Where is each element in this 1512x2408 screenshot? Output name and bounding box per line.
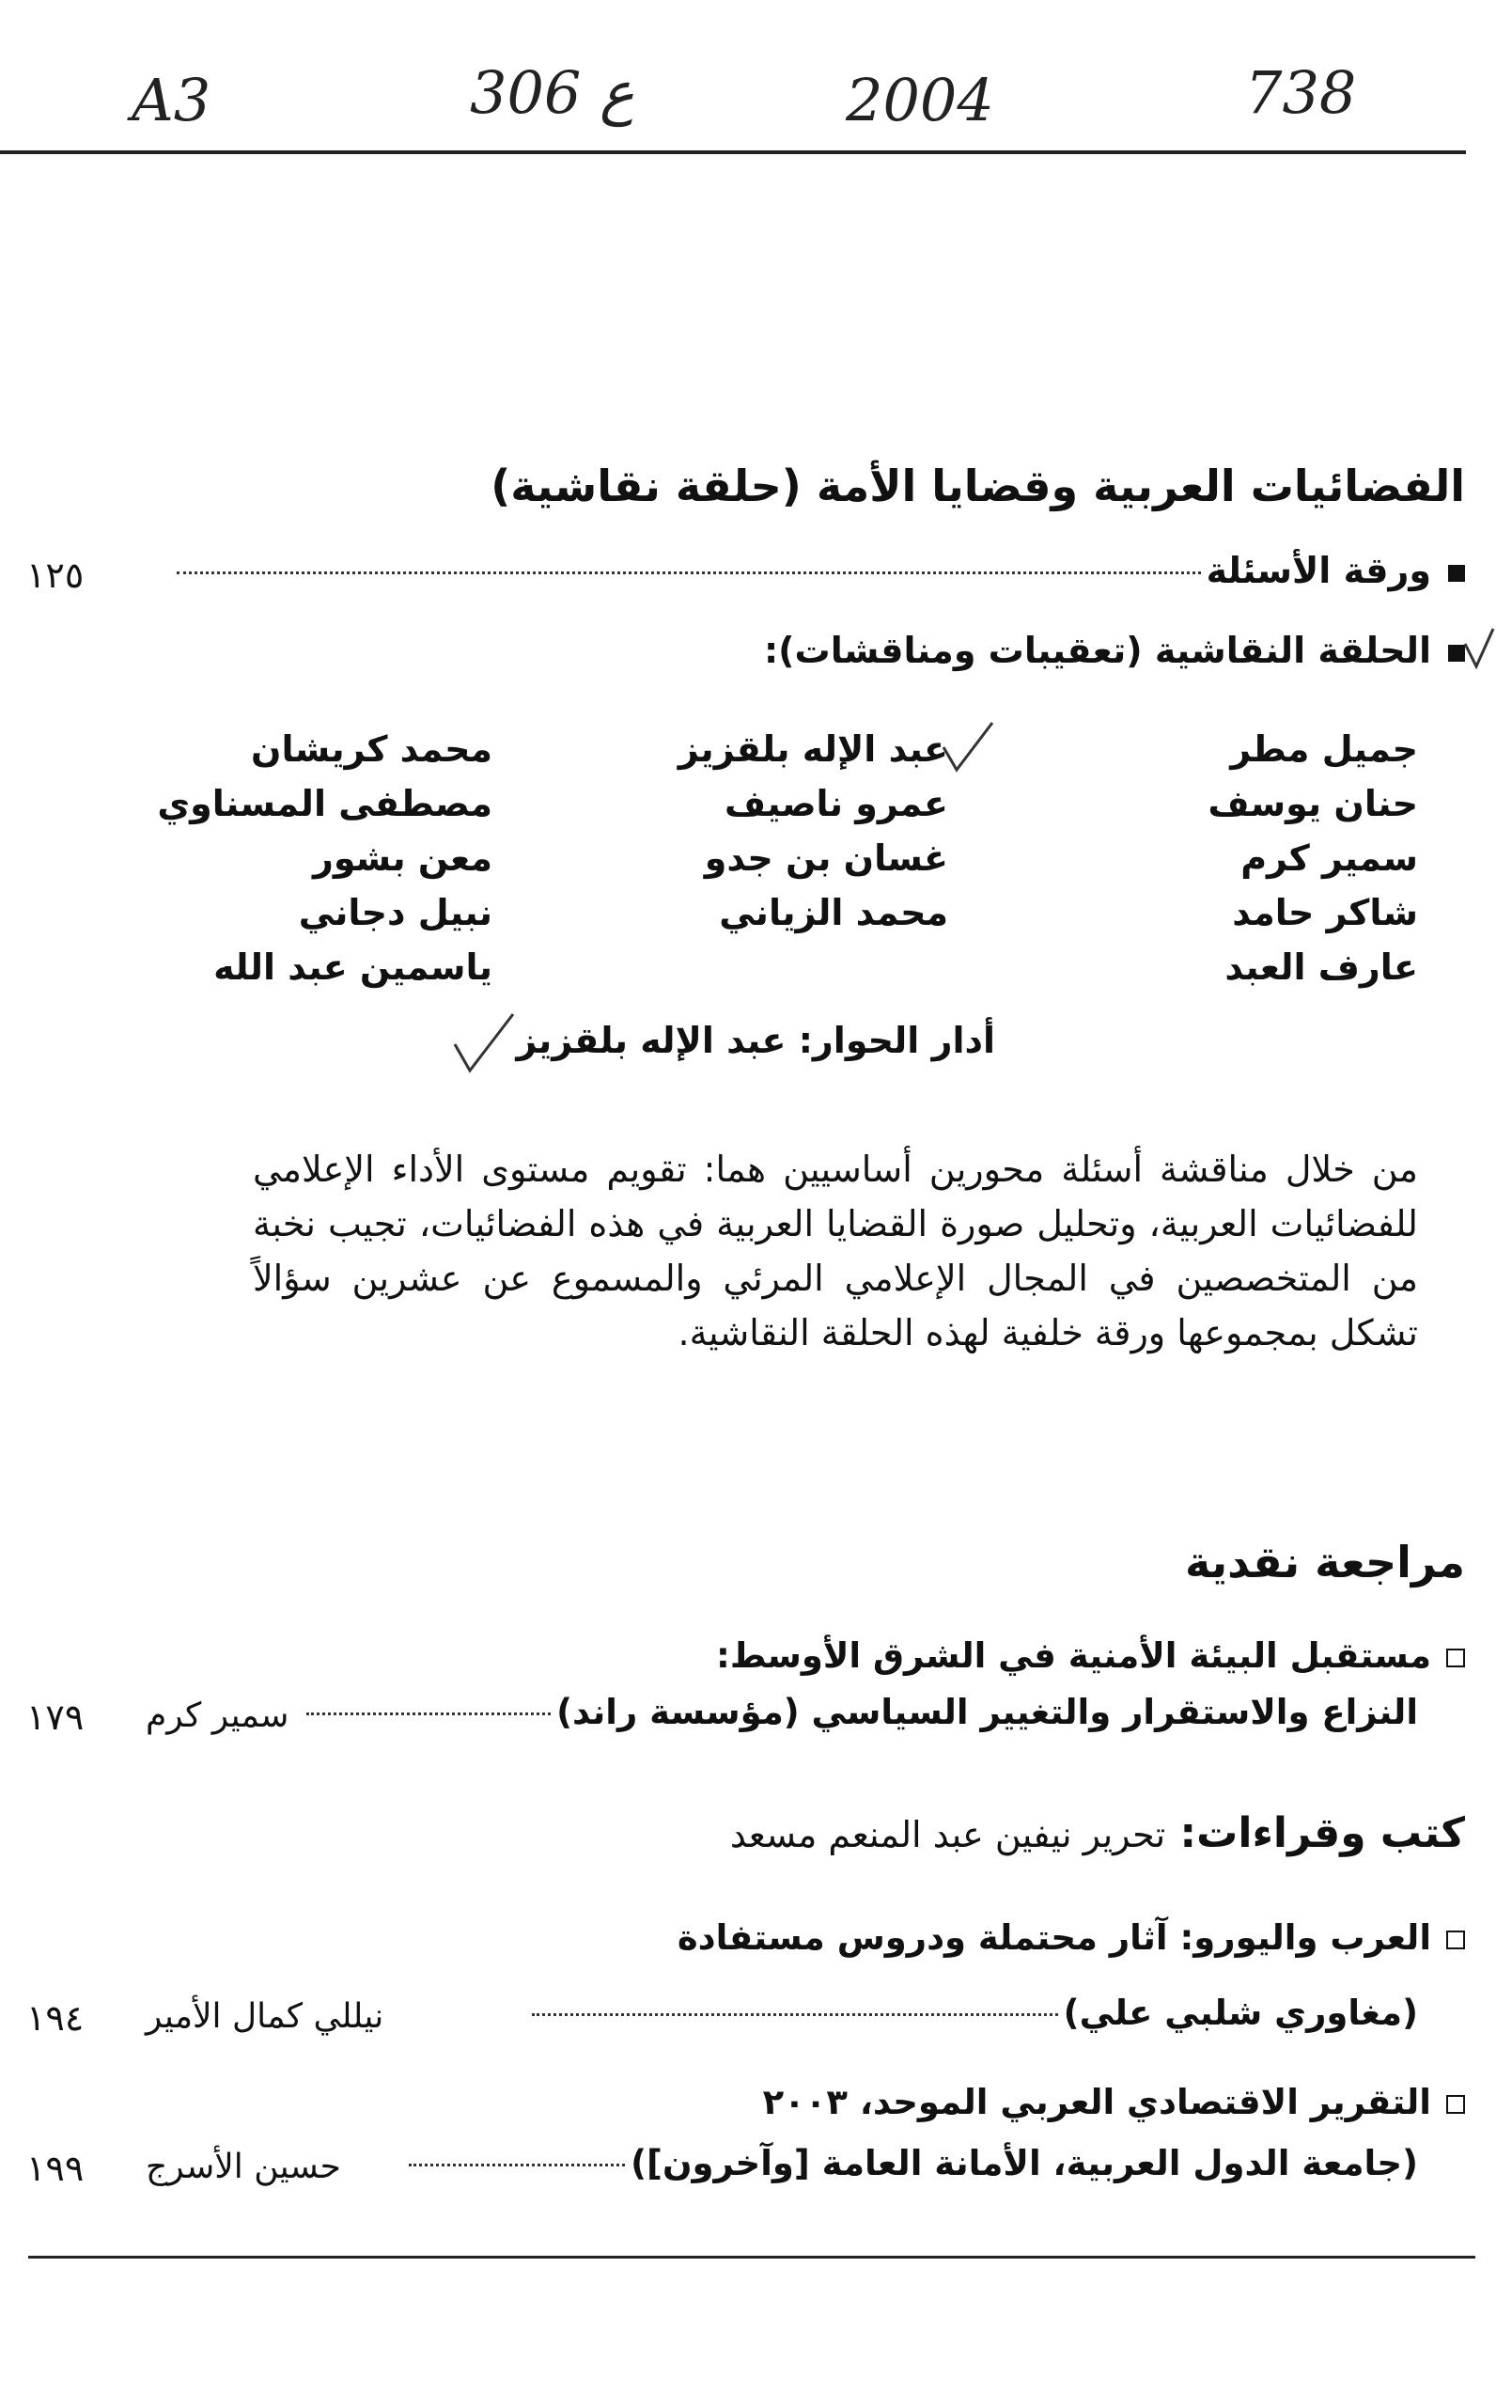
square-bullet-icon (1448, 565, 1465, 582)
checkmark-icon (1461, 625, 1499, 672)
participant-left-1: محمد كريشان (251, 728, 492, 770)
book2-line2: (جامعة الدول العربية، الأمانة العامة [وآخرون]) (403, 2143, 1418, 2183)
section2-title: مراجعة نقدية (1184, 1537, 1465, 1587)
handwritten-mark-a3: A3 (132, 66, 211, 134)
leader-dots (409, 2164, 625, 2166)
handwritten-mark-year: 2004 (846, 66, 994, 134)
participant-right-5: عارف العبد (1224, 946, 1418, 988)
checkbox-square-icon (1446, 1931, 1465, 1949)
checkbox-square-icon (1446, 1649, 1465, 1667)
book2-page: ١٩٩ (26, 2148, 85, 2189)
participant-right-1: جميل مطر (1230, 728, 1418, 770)
book2-author: حسين الأسرج (146, 2148, 341, 2186)
intro-paragraph: من خلال مناقشة أسئلة محورين أساسيين هما: تقويم مستوى الأداء الإعلامي للفضائيات العربية، وتحليل صورة القضايا العربية في هذه الفضائيات، تجيب نخبة من المتخصصين في المجال الإعلامي المرئي والمسموع عن عشرين سؤالاً تشكل بمجموعها ورقة خلفية لهذه الحلقة النقاشية. (253, 1149, 1418, 1353)
participant-left-4: نبيل دجاني (298, 892, 492, 933)
participant-middle-2: عمرو ناصيف (725, 783, 948, 824)
toc-item-discussion: الحلقة النقاشية (تعقيبات ومناقشات): (764, 630, 1465, 671)
toc-page-questions: ١٢٥ (26, 555, 85, 596)
handwritten-mark-306: 306 ع (470, 58, 635, 127)
participant-left-5: ياسمين عبد الله (213, 946, 492, 988)
book1-page: ١٩٤ (26, 1997, 85, 2039)
book1-author: نيللي كمال الأمير (146, 1997, 384, 2036)
checkmark-icon (451, 1010, 517, 1076)
participant-middle-4: محمد الزياني (719, 892, 948, 933)
review-page: ١٧٩ (26, 1697, 85, 1738)
checkbox-square-icon (1446, 2095, 1465, 2114)
participant-middle-3: غسان بن جدو (704, 837, 948, 879)
footer-rule (28, 2256, 1475, 2259)
header-rule (0, 150, 1466, 154)
participant-right-4: شاكر حامد (1232, 892, 1418, 933)
participant-right-3: سمير كرم (1240, 837, 1418, 879)
review-entry-line1: مستقبل البيئة الأمنية في الشرق الأوسط: (716, 1635, 1465, 1676)
participant-left-2: مصطفى المسناوي (157, 783, 492, 824)
participant-right-2: حنان يوسف (1208, 783, 1418, 824)
leader-dots (532, 2013, 1058, 2016)
review-entry-line2: النزاع والاستقرار والتغيير السياسي (مؤسسة راند) (301, 1692, 1418, 1732)
section1-title: الفضائيات العربية وقضايا الأمة (حلقة نقاشية) (491, 461, 1465, 511)
book1-line1: العرب واليورو: آثار محتملة ودروس مستفادة (678, 1917, 1465, 1958)
participant-left-3: معن بشور (312, 837, 492, 879)
leader-dots (306, 1712, 551, 1715)
leader-dots (177, 571, 1201, 574)
book2-line1: التقرير الاقتصادي العربي الموحد، ٢٠٠٣ (763, 2082, 1465, 2122)
review-author: سمير كرم (146, 1697, 289, 1735)
participant-middle-1: عبد الإله بلقزيز (678, 728, 948, 770)
section3-heading: كتب وقراءات: تحرير نيفين عبد المنعم مسعد (729, 1809, 1465, 1857)
book1-line2: (مغاوري شلبي علي) (526, 1993, 1418, 2033)
toc-item-questions: ورقة الأسئلة (171, 550, 1465, 591)
checkmark-icon (940, 719, 996, 775)
handwritten-mark-738: 738 (1245, 58, 1357, 127)
moderator-line: أدار الحوار: عبد الإله بلقزيز (516, 1020, 995, 1061)
